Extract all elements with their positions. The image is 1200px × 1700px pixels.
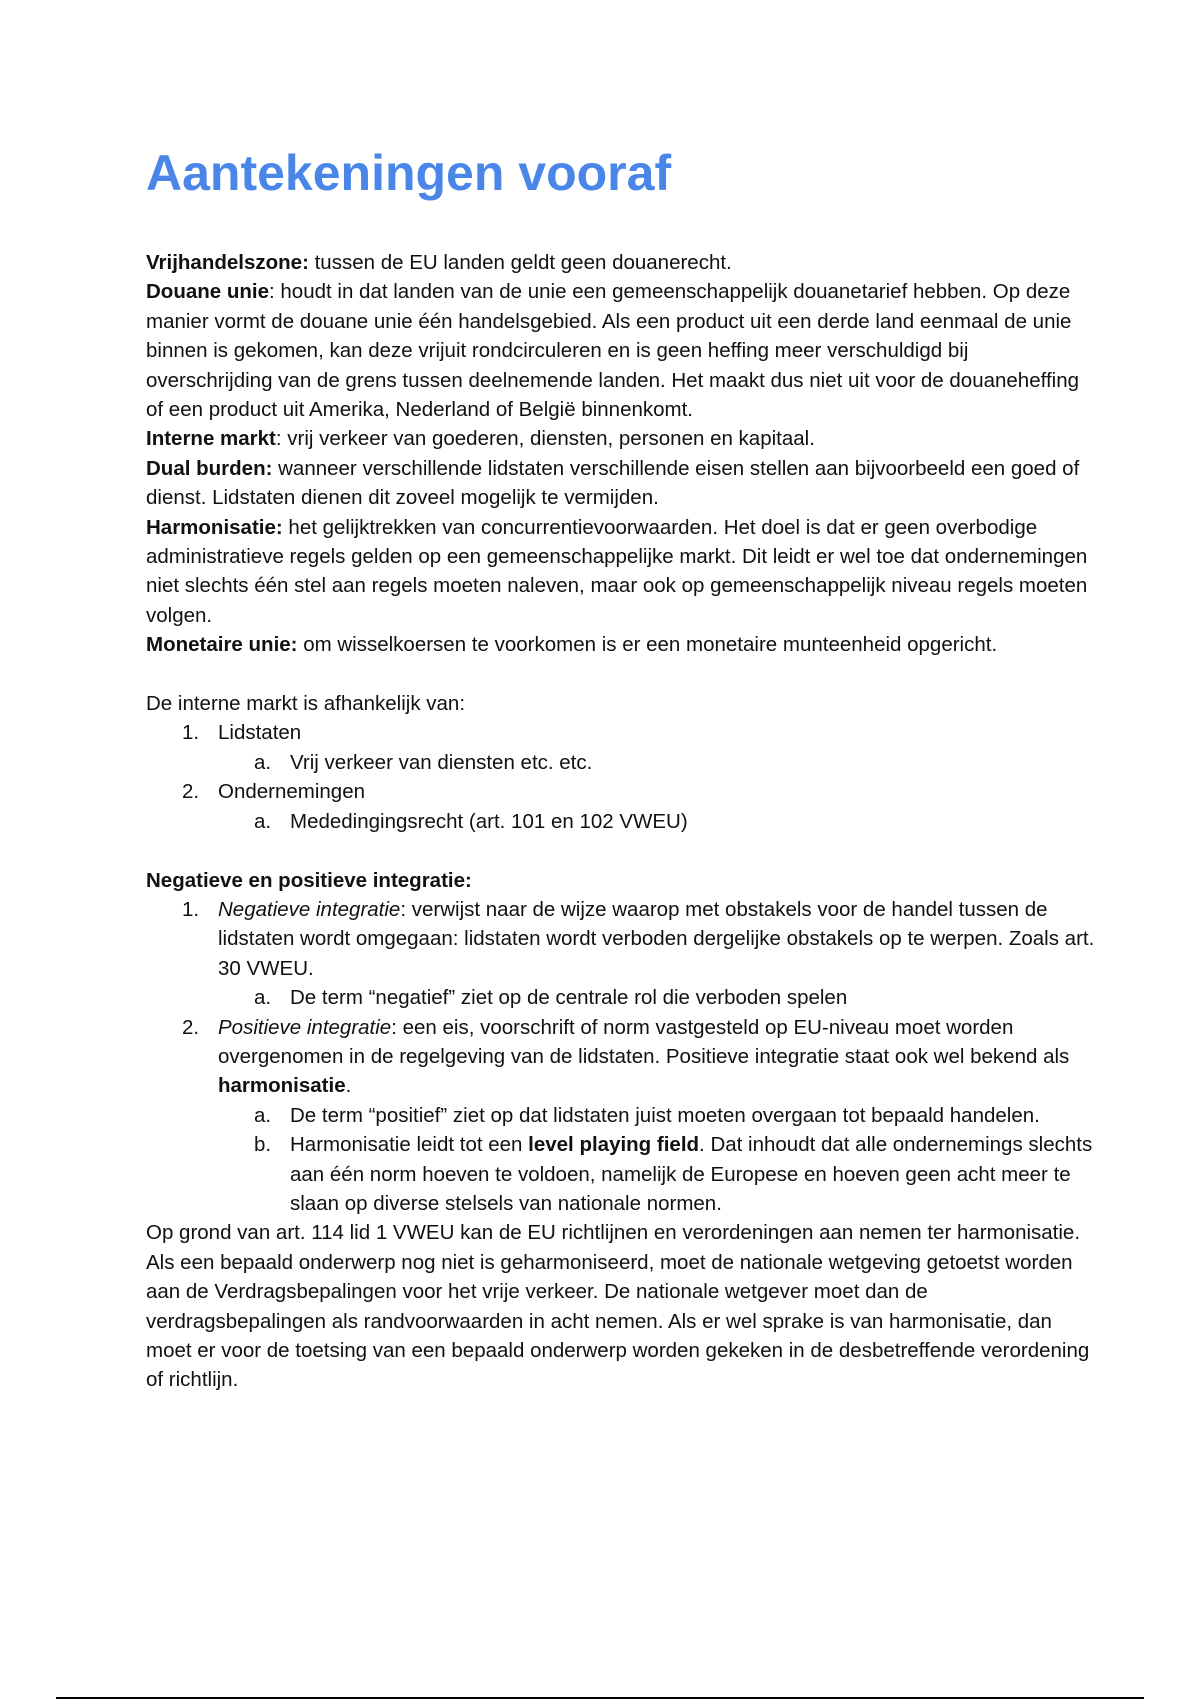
definition-text: tussen de EU landen geldt geen douanerecht. bbox=[308, 251, 732, 274]
definition-harmonisatie bbox=[146, 513, 1096, 631]
definition-vrijhandelszone bbox=[146, 248, 1096, 277]
section-heading-text: Negatieve en positieve integratie: bbox=[146, 868, 472, 892]
definition-term: Dual burden: bbox=[146, 456, 273, 480]
document-title: Aantekeningen vooraf bbox=[146, 145, 672, 201]
definition-text: : houdt in dat landen van de unie een gemeenschappelijk douanetarief hebben. Op deze manier vormt de douane unie één handelsgebied. Als een product uit een derde land eenmaal de unie binnen is gekomen, kan deze vrijuit rondcirculeren en is geen heffing meer verschuldigd bij overschrijding van de grens tussen deelnemende landen. Het maakt dus niet uit voor de douaneheffing of een product uit Amerika, Nederland of België binnenkomt. bbox=[146, 280, 1079, 422]
sub-list-item-text: Harmonisatie leidt tot een bbox=[290, 1133, 529, 1157]
section-heading bbox=[146, 866, 1096, 895]
list-item-end: . bbox=[345, 1074, 352, 1098]
definition-text: om wisselkoersen te voorkomen is er een monetaire munteenheid opgericht. bbox=[297, 633, 998, 657]
definition-term: Interne markt bbox=[146, 427, 276, 451]
list-item-term: Negatieve integratie bbox=[218, 897, 401, 921]
closing-paragraph: Als een bepaald onderwerp nog niet is geharmoniseerd, moet de nationale wetgeving getoetst worden aan de Verdragsbepalingen voor het vrije verkeer. De nationale wetgever moet dan de verdragsbepalingen als randvoorwaarden in acht nemen. Als er wel sprake is van harmonisatie, dan moet er voor de toetsing van een bepaald onderwerp worden gekeken in de desbetreffende verordening of richtlijn. bbox=[146, 1250, 1090, 1392]
footer-divider bbox=[56, 1697, 1144, 1699]
list-marker: a. bbox=[254, 986, 272, 1010]
definition-term: Harmonisatie: bbox=[146, 515, 283, 539]
list-marker: 1. bbox=[182, 897, 200, 921]
list-item-positieve-integratie bbox=[146, 1013, 1096, 1101]
sub-list-item-text: De term “positief” ziet op dat lidstaten juist moeten overgaan tot bepaald handelen. bbox=[290, 1103, 1040, 1127]
list-item-label: Lidstaten bbox=[218, 721, 302, 745]
list-item bbox=[146, 777, 1096, 806]
definition-term: Monetaire unie: bbox=[146, 633, 298, 657]
definition-term: Douane unie bbox=[146, 280, 270, 304]
sub-list-item bbox=[146, 1130, 1096, 1218]
closing-paragraph: Op grond van art. 114 lid 1 VWEU kan de EU richtlijnen en verordeningen aan nemen ter harmonisatie. bbox=[146, 1221, 1081, 1245]
list-item-bold: harmonisatie bbox=[218, 1074, 346, 1098]
list-marker: 1. bbox=[182, 721, 200, 745]
definition-interne-markt bbox=[146, 424, 1096, 453]
sub-list-item bbox=[146, 748, 1096, 777]
list-item-label: Ondernemingen bbox=[218, 780, 366, 804]
dependence-list bbox=[146, 718, 1096, 836]
dependence-intro: De interne markt is afhankelijk van: bbox=[146, 692, 466, 716]
list-item-term: Positieve integratie bbox=[218, 1015, 392, 1039]
list-marker: a. bbox=[254, 809, 272, 833]
sub-list-item-text: Vrij verkeer van diensten etc. etc. bbox=[290, 750, 593, 774]
sub-list-item bbox=[146, 807, 1096, 836]
list-item-negatieve-integratie bbox=[146, 895, 1096, 983]
list-marker: 2. bbox=[182, 1015, 200, 1039]
document-page bbox=[146, 140, 1096, 1395]
sub-list-item-text: Mededingingsrecht (art. 101 en 102 VWEU) bbox=[290, 809, 688, 833]
sub-list-item-bold: level playing field bbox=[528, 1133, 700, 1157]
sub-list-item bbox=[146, 983, 1096, 1012]
definition-text: het gelijktrekken van concurrentievoorwaarden. Het doel is dat er geen overbodige administratieve regels gelden op een gemeenschappelijke markt. Dit leidt er wel toe dat ondernemingen niet slechts één stel aan regels moeten naleven, maar ook op gemeenschappelijk niveau regels moeten volgen. bbox=[146, 515, 1088, 627]
definition-term: Vrijhandelszone: bbox=[146, 251, 309, 274]
definition-text: : vrij verkeer van goederen, diensten, personen en kapitaal. bbox=[275, 427, 815, 451]
list-marker: a. bbox=[254, 1103, 272, 1127]
sub-list-item bbox=[146, 1101, 1096, 1130]
spacer bbox=[146, 836, 1096, 865]
list-item-text: : een eis, voorschrift of norm vastgesteld op EU-niveau moet worden overgenomen in de regelgeving van de lidstaten. Positieve integratie staat ook wel bekend als bbox=[218, 1015, 1070, 1068]
definition-monetaire-unie bbox=[146, 630, 1096, 659]
list-marker: 2. bbox=[182, 780, 200, 804]
sub-list-item-text: De term “negatief” ziet op de centrale rol die verboden spelen bbox=[290, 986, 848, 1010]
definition-douane-unie bbox=[146, 277, 1096, 424]
list-marker: a. bbox=[254, 750, 272, 774]
list-item-text: : verwijst naar de wijze waarop met obstakels voor de handel tussen de lidstaten wordt omgegaan: lidstaten wordt verboden dergelijke obstakels op te werpen. Zoals art. 30 VWEU. bbox=[218, 897, 1095, 980]
list-item bbox=[146, 718, 1096, 747]
list-marker: b. bbox=[254, 1133, 272, 1157]
definition-text: wanneer verschillende lidstaten verschillende eisen stellen aan bijvoorbeeld een goed of dienst. Lidstaten dienen dit zoveel mogelijk te vermijden. bbox=[146, 456, 1080, 510]
definition-dual-burden bbox=[146, 454, 1096, 513]
spacer bbox=[146, 660, 1096, 689]
integration-list bbox=[146, 895, 1096, 1218]
sub-list-item-text: . Dat inhoudt dat alle ondernemings slechts aan één norm hoeven te voldoen, namelijk de Europese en hoeven geen acht meer te slaan op diverse stelsels van nationale normen. bbox=[290, 1133, 1093, 1215]
